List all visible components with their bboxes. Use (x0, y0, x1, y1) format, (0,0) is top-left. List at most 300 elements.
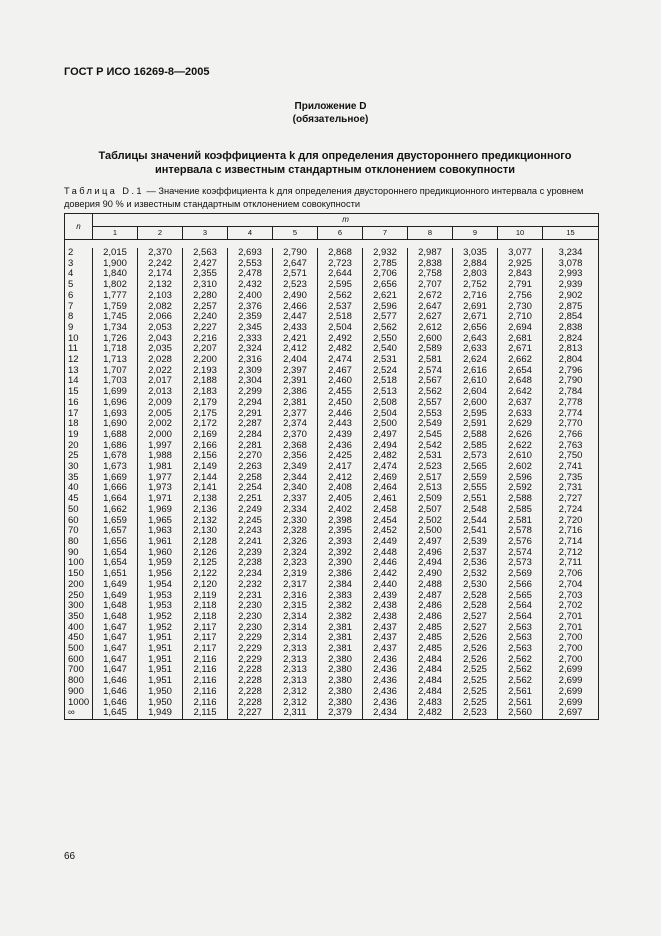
k-value-cell: 2,234 (228, 569, 273, 580)
k-value-cell: 2,616 (453, 366, 498, 377)
k-value-cell: 2,484 (408, 676, 453, 687)
k-value-cell: 2,390 (318, 558, 363, 569)
k-value-cell: 2,784 (543, 387, 599, 398)
k-value-cell: 2,009 (138, 398, 183, 409)
section-title (70, 149, 600, 177)
k-value-cell: 2,531 (363, 355, 408, 366)
k-value-cell: 2,567 (408, 376, 453, 387)
k-value-cell: 2,563 (498, 644, 543, 655)
k-value-cell: 2,337 (273, 494, 318, 505)
k-value-cell: 2,380 (318, 676, 363, 687)
table-row (65, 548, 599, 559)
k-value-cell: 2,600 (408, 334, 453, 345)
k-value-cell: 2,604 (453, 387, 498, 398)
k-value-cell: 2,326 (273, 537, 318, 548)
k-value-cell: 2,412 (273, 344, 318, 355)
k-value-cell: 2,824 (543, 334, 599, 345)
k-value-cell: 1,646 (93, 698, 138, 709)
k-value-cell: 2,344 (273, 473, 318, 484)
k-value-cell: 2,309 (228, 366, 273, 377)
k-value-cell: 2,432 (228, 280, 273, 291)
k-value-cell: 2,707 (408, 280, 453, 291)
k-value-cell: 2,395 (318, 526, 363, 537)
m-value-header: 3 (183, 227, 228, 240)
k-value-cell: 2,662 (498, 355, 543, 366)
k-value-cell: 2,324 (228, 344, 273, 355)
k-value-cell: 2,380 (318, 698, 363, 709)
k-value-cell: 2,813 (543, 344, 599, 355)
table-row (65, 708, 599, 719)
n-cell: 45 (65, 494, 93, 505)
k-value-cell: 2,712 (543, 548, 599, 559)
k-value-cell: 1,678 (93, 451, 138, 462)
k-value-cell: 2,701 (543, 623, 599, 634)
k-value-cell: 2,382 (318, 601, 363, 612)
k-value-cell: 2,188 (183, 376, 228, 387)
k-value-cell: 2,523 (273, 280, 318, 291)
n-cell: 19 (65, 430, 93, 441)
k-value-cell: 2,562 (498, 676, 543, 687)
k-value-cell: 1,648 (93, 612, 138, 623)
k-value-cell: 3,077 (498, 248, 543, 259)
k-value-cell: 2,437 (363, 623, 408, 634)
m-value-header: 1 (93, 227, 138, 240)
k-value-cell: 2,643 (453, 334, 498, 345)
n-cell: 5 (65, 280, 93, 291)
k-value-cell: 2,671 (453, 312, 498, 323)
k-value-cell: 2,637 (498, 398, 543, 409)
k-value-cell: 1,664 (93, 494, 138, 505)
k-value-cell: 1,971 (138, 494, 183, 505)
table-row (65, 419, 599, 430)
k-value-cell: 1,690 (93, 419, 138, 430)
k-value-cell: 2,545 (408, 430, 453, 441)
k-value-cell: 1,688 (93, 430, 138, 441)
k-value-cell: 2,542 (408, 441, 453, 452)
k-value-cell: 2,229 (228, 655, 273, 666)
k-value-cell: 2,117 (183, 644, 228, 655)
k-value-cell: 2,578 (498, 526, 543, 537)
k-value-cell: 2,340 (273, 483, 318, 494)
m-value-header: 15 (543, 227, 599, 240)
table-row (65, 676, 599, 687)
k-value-cell: 1,988 (138, 451, 183, 462)
n-cell: 12 (65, 355, 93, 366)
k-value-cell: 1,900 (93, 259, 138, 270)
k-value-cell: 2,621 (363, 291, 408, 302)
k-value-cell: 2,770 (543, 419, 599, 430)
k-value-cell: 2,939 (543, 280, 599, 291)
k-value-cell: 2,574 (408, 366, 453, 377)
k-value-cell: 2,803 (453, 269, 498, 280)
k-value-cell: 2,166 (183, 441, 228, 452)
k-value-cell: 2,313 (273, 644, 318, 655)
n-cell: 500 (65, 644, 93, 655)
n-cell: 250 (65, 591, 93, 602)
k-value-cell: 2,581 (498, 516, 543, 527)
k-value-cell: 2,227 (183, 323, 228, 334)
k-value-cell: 1,745 (93, 312, 138, 323)
k-value-cell: 2,492 (318, 334, 363, 345)
k-value-cell: 2,563 (498, 633, 543, 644)
k-value-cell: 2,564 (498, 612, 543, 623)
k-value-cell: 2,691 (453, 302, 498, 313)
k-value-cell: 2,711 (543, 558, 599, 569)
table-caption-text: — Значение коэффициента k для определения двустороннего предикционного интервала с уровнем доверия 90 % и известным стандартным отклонением совокупности (64, 186, 584, 209)
k-value-cell: 2,405 (318, 494, 363, 505)
k-value-cell: 2,393 (318, 537, 363, 548)
k-value-cell: 2,013 (138, 387, 183, 398)
k-value-cell: 2,485 (408, 644, 453, 655)
table-row (65, 387, 599, 398)
k-value-cell: 2,120 (183, 580, 228, 591)
k-value-cell: 2,487 (408, 591, 453, 602)
n-cell: 14 (65, 376, 93, 387)
k-value-cell: 2,562 (408, 387, 453, 398)
k-value-cell: 2,720 (543, 516, 599, 527)
k-value-cell: 2,446 (363, 558, 408, 569)
k-value-cell: 3,078 (543, 259, 599, 270)
k-value-cell: 2,043 (138, 334, 183, 345)
k-value-cell: 2,565 (498, 591, 543, 602)
k-value-cell: 1,951 (138, 644, 183, 655)
table-caption (64, 185, 600, 210)
k-value-cell: 2,528 (453, 591, 498, 602)
k-value-cell: 2,642 (498, 387, 543, 398)
k-value-cell: 2,015 (93, 248, 138, 259)
annex-title: Приложение D (294, 101, 367, 112)
k-value-cell: 2,436 (363, 676, 408, 687)
k-value-cell: 2,523 (408, 462, 453, 473)
k-value-cell: 2,702 (543, 601, 599, 612)
k-value-cell: 2,149 (183, 462, 228, 473)
n-cell: 35 (65, 473, 93, 484)
k-value-cell: 1,646 (93, 687, 138, 698)
table-row (65, 451, 599, 462)
k-value-cell: 2,323 (273, 558, 318, 569)
k-value-cell: 2,724 (543, 505, 599, 516)
k-value-cell: 2,585 (498, 505, 543, 516)
k-value-cell: 2,571 (273, 269, 318, 280)
n-cell: 7 (65, 302, 93, 313)
m-values-row (65, 227, 599, 240)
k-value-cell: 2,562 (498, 665, 543, 676)
k-value-cell: 2,175 (183, 409, 228, 420)
k-value-cell: 1,654 (93, 558, 138, 569)
k-value-cell: 2,391 (273, 376, 318, 387)
k-value-cell: 2,701 (543, 612, 599, 623)
k-value-cell: 2,528 (453, 601, 498, 612)
k-value-cell: 2,382 (318, 612, 363, 623)
k-value-cell: 2,517 (408, 473, 453, 484)
k-value-cell: 2,627 (408, 312, 453, 323)
k-value-cell: 2,488 (408, 580, 453, 591)
table-row (65, 612, 599, 623)
k-value-cell: 2,490 (273, 291, 318, 302)
k-value-cell: 2,868 (318, 248, 363, 259)
k-value-cell: 2,368 (273, 441, 318, 452)
table-row (65, 441, 599, 452)
k-value-cell: 2,527 (453, 612, 498, 623)
k-value-cell: 2,448 (363, 548, 408, 559)
k-value-cell: 2,656 (453, 323, 498, 334)
k-value-cell: 1,759 (93, 302, 138, 313)
k-value-cell: 1,777 (93, 291, 138, 302)
k-value-cell: 2,758 (408, 269, 453, 280)
k-value-cell: 1,649 (93, 591, 138, 602)
k-value-cell: 1,953 (138, 591, 183, 602)
k-value-cell: 2,464 (363, 483, 408, 494)
k-value-cell: 2,115 (183, 708, 228, 719)
k-value-cell: 2,699 (543, 676, 599, 687)
k-value-cell: 2,500 (363, 419, 408, 430)
k-value-cell: 2,622 (498, 441, 543, 452)
k-value-cell: 1,696 (93, 398, 138, 409)
k-value-cell: 2,527 (453, 623, 498, 634)
k-value-cell: 2,518 (363, 376, 408, 387)
table-spacer-row (65, 240, 599, 249)
k-value-cell: 2,381 (273, 398, 318, 409)
table-row (65, 462, 599, 473)
k-value-cell: 2,304 (228, 376, 273, 387)
k-value-cell: 2,370 (138, 248, 183, 259)
table-row (65, 323, 599, 334)
k-value-cell: 2,299 (228, 387, 273, 398)
k-value-cell: 2,804 (543, 355, 599, 366)
k-value-cell: 2,525 (453, 676, 498, 687)
k-value-cell: 2,433 (273, 323, 318, 334)
k-value-cell: 2,993 (543, 269, 599, 280)
k-value-cell: 2,497 (363, 430, 408, 441)
k-value-cell: 2,523 (453, 708, 498, 719)
k-value-cell: 2,270 (228, 451, 273, 462)
k-value-cell: 2,130 (183, 526, 228, 537)
k-value-cell: 2,450 (318, 398, 363, 409)
m-column-header: m (93, 214, 599, 227)
k-value-cell: 2,494 (408, 558, 453, 569)
k-value-cell: 1,959 (138, 558, 183, 569)
k-value-cell: 2,752 (453, 280, 498, 291)
k-value-cell: 2,490 (408, 569, 453, 580)
k-value-cell: 2,183 (183, 387, 228, 398)
k-value-cell: 1,734 (93, 323, 138, 334)
k-value-cell: 2,035 (138, 344, 183, 355)
table-row (65, 280, 599, 291)
k-value-cell: 2,544 (453, 516, 498, 527)
k-value-cell: 2,482 (408, 708, 453, 719)
k-value-cell: 2,442 (363, 569, 408, 580)
k-value-cell: 1,707 (93, 366, 138, 377)
k-value-cell: 2,330 (273, 516, 318, 527)
k-value-cell: 2,573 (498, 558, 543, 569)
k-value-cell: 1,657 (93, 526, 138, 537)
k-value-cell: 2,229 (228, 644, 273, 655)
table-row (65, 633, 599, 644)
k-value-cell: 2,525 (453, 665, 498, 676)
k-value-cell: 2,555 (453, 483, 498, 494)
table-body (65, 240, 599, 720)
k-value-cell: 2,633 (498, 409, 543, 420)
table-row (65, 291, 599, 302)
table-row (65, 376, 599, 387)
k-value-cell: 2,730 (498, 302, 543, 313)
k-value-cell: 2,438 (363, 601, 408, 612)
k-value-cell: 2,116 (183, 676, 228, 687)
k-value-cell: 2,022 (138, 366, 183, 377)
k-value-cell: 2,437 (363, 633, 408, 644)
k-value-cell: 2,313 (273, 665, 318, 676)
k-value-cell: 2,136 (183, 505, 228, 516)
k-value-cell: 2,000 (138, 430, 183, 441)
n-cell: 300 (65, 601, 93, 612)
k-value-cell: 1,662 (93, 505, 138, 516)
n-cell: 6 (65, 291, 93, 302)
k-value-cell: 3,035 (453, 248, 498, 259)
k-value-cell: 2,700 (543, 633, 599, 644)
k-value-cell: 2,624 (453, 355, 498, 366)
table-row (65, 698, 599, 709)
k-value-cell: 2,245 (228, 516, 273, 527)
k-value-cell: 2,439 (363, 591, 408, 602)
k-value-cell: 2,294 (228, 398, 273, 409)
k-value-cell: 2,436 (363, 665, 408, 676)
m-value-header: 2 (138, 227, 183, 240)
table-row (65, 665, 599, 676)
k-value-cell: 2,312 (273, 687, 318, 698)
k-value-cell: 2,756 (498, 291, 543, 302)
n-column-header: n (65, 214, 93, 240)
n-cell: 450 (65, 633, 93, 644)
k-value-cell: 1,646 (93, 676, 138, 687)
k-value-cell: 2,573 (453, 451, 498, 462)
n-cell: 40 (65, 483, 93, 494)
k-value-cell: 2,381 (318, 644, 363, 655)
k-value-cell: 2,723 (318, 259, 363, 270)
k-value-cell: 2,518 (318, 312, 363, 323)
m-value-header: 6 (318, 227, 363, 240)
k-value-cell: 2,550 (363, 334, 408, 345)
k-value-cell: 2,193 (183, 366, 228, 377)
k-value-cell: 2,537 (453, 548, 498, 559)
k-value-cell: 2,447 (273, 312, 318, 323)
k-value-cell: 2,028 (138, 355, 183, 366)
table-row (65, 569, 599, 580)
table-row (65, 591, 599, 602)
n-cell: 10 (65, 334, 93, 345)
k-value-cell: 2,790 (273, 248, 318, 259)
k-value-cell: 2,576 (498, 537, 543, 548)
k-value-cell: 2,402 (318, 505, 363, 516)
n-cell: 90 (65, 548, 93, 559)
k-value-cell: 3,234 (543, 248, 599, 259)
k-value-cell: 2,485 (408, 633, 453, 644)
k-value-cell: 2,449 (363, 537, 408, 548)
k-value-cell: 2,548 (453, 505, 498, 516)
k-value-cell: 2,328 (273, 526, 318, 537)
k-value-cell: 2,553 (228, 259, 273, 270)
k-value-cell: 2,693 (228, 248, 273, 259)
k-value-cell: 2,524 (363, 366, 408, 377)
k-value-cell: 2,156 (183, 451, 228, 462)
k-value-cell: 2,122 (183, 569, 228, 580)
k-value-cell: 2,778 (543, 398, 599, 409)
k-value-cell: 2,774 (543, 409, 599, 420)
m-value-header: 7 (363, 227, 408, 240)
k-value-cell: 2,656 (363, 280, 408, 291)
k-value-cell: 2,440 (363, 580, 408, 591)
k-value-cell: 2,785 (363, 259, 408, 270)
k-value-cell: 2,700 (543, 644, 599, 655)
k-value-cell: 1,953 (138, 601, 183, 612)
k-value-cell: 2,600 (453, 398, 498, 409)
k-value-cell: 2,932 (363, 248, 408, 259)
k-value-cell: 2,438 (363, 612, 408, 623)
k-value-cell: 2,324 (273, 548, 318, 559)
k-value-cell: 1,950 (138, 687, 183, 698)
k-value-cell: 2,333 (228, 334, 273, 345)
table-row (65, 558, 599, 569)
k-value-cell: 1,699 (93, 387, 138, 398)
k-value-cell: 2,460 (318, 376, 363, 387)
k-value-cell: 2,103 (138, 291, 183, 302)
k-value-cell: 2,227 (228, 708, 273, 719)
k-value-cell: 2,500 (408, 526, 453, 537)
k-value-cell: 2,838 (408, 259, 453, 270)
k-value-cell: 2,317 (273, 580, 318, 591)
k-value-cell: 1,648 (93, 601, 138, 612)
n-cell: 400 (65, 623, 93, 634)
m-value-header: 9 (453, 227, 498, 240)
k-value-cell: 2,592 (498, 483, 543, 494)
k-value-cell: 2,017 (138, 376, 183, 387)
k-value-cell: 2,232 (228, 580, 273, 591)
k-value-cell: 2,258 (228, 473, 273, 484)
k-value-cell: 2,397 (273, 366, 318, 377)
k-value-cell: 2,843 (498, 269, 543, 280)
n-cell: 18 (65, 419, 93, 430)
n-cell: 50 (65, 505, 93, 516)
k-value-cell: 2,370 (273, 430, 318, 441)
annex-subtitle: (обязательное) (292, 114, 369, 125)
k-value-cell: 2,484 (408, 665, 453, 676)
n-cell: 70 (65, 526, 93, 537)
k-value-cell: 2,229 (228, 633, 273, 644)
k-value-cell: 2,002 (138, 419, 183, 430)
k-value-cell: 2,230 (228, 612, 273, 623)
k-value-cell: 2,602 (498, 462, 543, 473)
k-value-cell: 2,525 (453, 687, 498, 698)
k-value-cell: 2,525 (453, 698, 498, 709)
k-value-cell: 2,119 (183, 591, 228, 602)
k-value-cell: 2,284 (228, 430, 273, 441)
k-value-cell: 2,380 (318, 655, 363, 666)
k-value-cell: 1,666 (93, 483, 138, 494)
n-cell: 9 (65, 323, 93, 334)
k-value-cell: 2,381 (318, 633, 363, 644)
k-value-cell: 2,179 (183, 398, 228, 409)
k-value-cell: 2,417 (318, 462, 363, 473)
k-value-cell: 1,977 (138, 473, 183, 484)
k-value-cell: 2,716 (453, 291, 498, 302)
k-value-cell: 2,562 (498, 655, 543, 666)
k-value-cell: 2,380 (318, 687, 363, 698)
k-value-cell: 2,359 (228, 312, 273, 323)
k-value-cell: 2,421 (273, 334, 318, 345)
k-value-cell: 2,311 (273, 708, 318, 719)
k-value-cell: 2,230 (228, 601, 273, 612)
n-cell: 350 (65, 612, 93, 623)
k-value-cell: 2,291 (228, 409, 273, 420)
